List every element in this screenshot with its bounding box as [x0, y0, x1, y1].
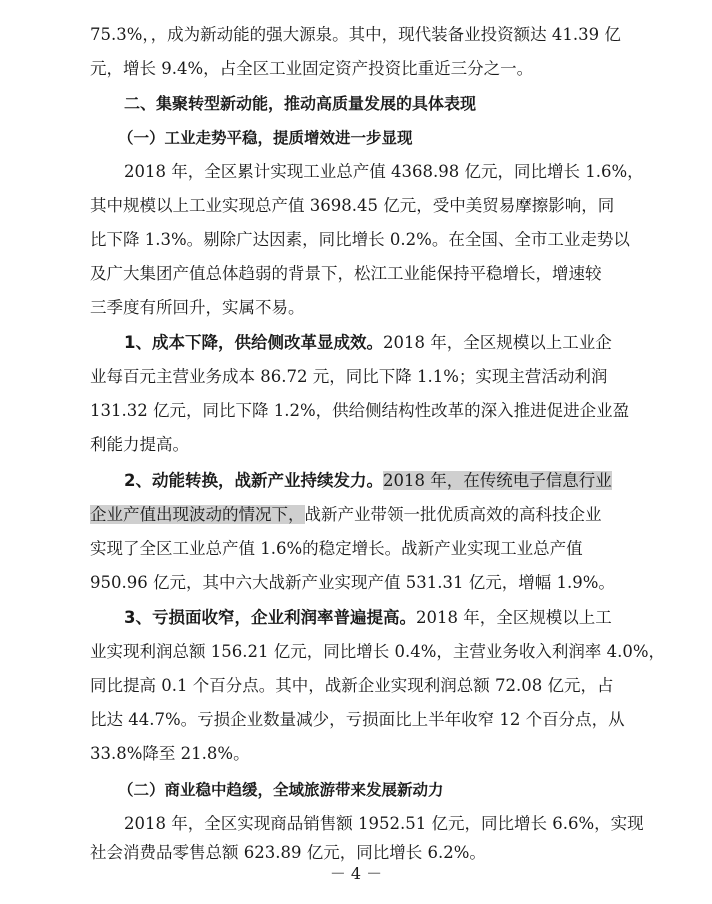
line-text: 业实现利润总额 156.21 亿元，同比增长 0.4%，主营业务收入利润率 4.0%， [90, 642, 666, 661]
body-text-line [90, 669, 613, 703]
line-text: 战新产业带领一批优质高效的高科技企业 [304, 505, 602, 524]
body-text-line [90, 52, 533, 86]
subsection-heading [118, 773, 444, 807]
body-text-line [90, 223, 630, 257]
line-text: 元，增长 9.4%，占全区工业固定资产投资比重近三分之一。 [90, 59, 534, 78]
line-text: 2018 年，全区规模以上工业企 [382, 333, 612, 352]
line-text: 三季度有所回升，实属不易。 [90, 298, 305, 317]
line-text: 比达 44.7%。亏损企业数量减少，亏损面比上半年收窄 12 个百分点，从 [90, 710, 625, 729]
body-text-line [90, 532, 583, 566]
line-text: 其中规模以上工业实现总产值 3698.45 亿元，受中美贸易摩擦影响，同 [90, 196, 615, 215]
body-text-line [124, 326, 612, 360]
page-number: － 4 － [329, 864, 383, 883]
line-text: 2018 年，全区累计实现工业总产值 4368.98 亿元，同比增长 1.6%， [124, 162, 644, 181]
section-heading-text: 二、集聚转型新动能，推动高质量发展的具体表现 [124, 94, 477, 113]
body-text-line [124, 601, 612, 635]
paragraph-lead: 2、动能转换，战新产业持续发力。 [124, 471, 383, 490]
body-text-line [90, 498, 602, 532]
line-text: 同比提高 0.1 个百分点。其中，战新企业实现利润总额 72.08 亿元，占 [90, 676, 614, 695]
body-text-line [90, 189, 614, 223]
body-text-line [90, 566, 615, 600]
body-text-line [90, 18, 621, 52]
paragraph-lead: 1、成本下降，供给侧改革显成效。 [124, 333, 383, 352]
body-text-line [90, 291, 305, 325]
line-text: 33.8%降至 21.8%。 [90, 744, 250, 763]
line-text: 2018 年，全区实现商品销售额 1952.51 亿元，同比增长 6.6%，实现 [124, 814, 644, 833]
line-text: 实现了全区工业总产值 1.6%的稳定增长。战新产业实现工业总产值 [90, 539, 583, 558]
section-heading [124, 87, 476, 121]
highlighted-text: 2018 年，在传统电子信息行业 [382, 471, 612, 490]
line-text: 比下降 1.3%。剔除广达因素，同比增长 0.2%。在全国、全市工业走势以 [90, 230, 630, 249]
body-text-line [90, 635, 665, 669]
line-text: 75.3%，，成为新动能的强大源泉。其中，现代装备业投资额达 41.39 亿 [90, 25, 621, 44]
line-text: 利能力提高。 [90, 435, 189, 454]
line-text: 950.96 亿元，其中六大战新产业实现产值 531.31 亿元，增幅 1.9%。 [90, 573, 615, 592]
body-text-line [90, 257, 602, 291]
line-text: 及广大集团产值总体趋弱的背景下，松江工业能保持平稳增长，增速较 [90, 264, 602, 283]
highlighted-text: 企业产值出现波动的情况下， [90, 505, 305, 524]
line-text: 社会消费品零售总额 623.89 亿元，同比增长 6.2%。 [90, 843, 486, 862]
line-text: 业每百元主营业务成本 86.72 元，同比下降 1.1%；实现主营活动利润 [90, 367, 608, 386]
line-text: 131.32 亿元，同比下降 1.2%，供给侧结构性改革的深入推进促进企业盈 [90, 401, 630, 420]
body-text-line [90, 703, 625, 737]
line-text: 2018 年，全区规模以上工 [415, 608, 612, 627]
subsection-heading-text: （一）工业走势平稳，提质增效进一步显现 [118, 129, 413, 147]
body-text-line [90, 428, 189, 462]
body-text-line [124, 155, 644, 189]
subsection-heading [118, 121, 413, 155]
body-text-line [124, 464, 612, 498]
paragraph-lead: 3、亏损面收窄，企业利润率普遍提高。 [124, 608, 416, 627]
body-text-line [90, 394, 629, 428]
body-text-line [90, 737, 250, 771]
subsection-heading-text: （二）商业稳中趋缓，全域旅游带来发展新动力 [118, 781, 444, 799]
body-text-line [90, 360, 607, 394]
